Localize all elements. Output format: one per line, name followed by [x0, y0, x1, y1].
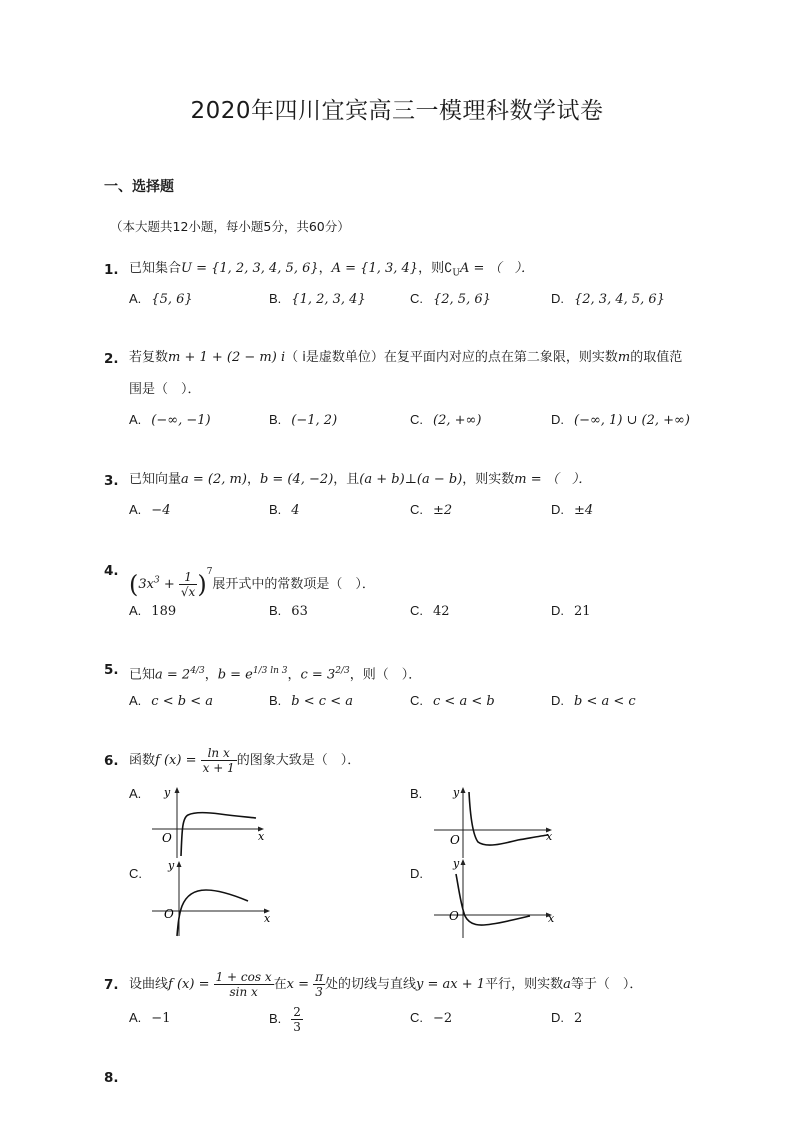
option-b[interactable]: B. $\frac{2}{3}$ — [269, 1005, 301, 1034]
question-number: 2. — [104, 351, 119, 367]
option-d[interactable]: D. b < a < c — [551, 693, 636, 709]
svg-text:O: O — [162, 831, 172, 845]
option-c[interactable]: C. — [129, 866, 142, 881]
option-b[interactable]: B. 63 — [269, 603, 308, 619]
graph-option-a — [150, 782, 270, 860]
svg-text:O: O — [450, 833, 460, 847]
option-b[interactable]: B. {1, 2, 3, 4} — [269, 291, 366, 307]
option-c[interactable]: C. 42 — [410, 603, 450, 619]
option-d[interactable]: D. (−∞, 1) ∪ (2, +∞) — [551, 412, 690, 428]
question-number: 3. — [104, 473, 119, 489]
option-c[interactable]: C. −2 — [410, 1010, 453, 1026]
question-number: 6. — [104, 753, 119, 769]
option-d[interactable]: D. 2 — [551, 1010, 583, 1026]
svg-text:y: y — [453, 857, 460, 870]
graph-option-d — [432, 856, 560, 938]
option-d[interactable]: D. 21 — [551, 603, 591, 619]
question-stem: 函数f (x) = $\frac{\text{ln x}}{x + 1}$ 的图象大致是（ ）． — [129, 746, 361, 775]
question-number: 8. — [104, 1070, 119, 1086]
question-stem: 已知向量a = (2, m)，b = (4, −2)，且(a + b)⊥(a − b)，则实数m = （ ）． — [129, 472, 592, 487]
question-stem: 已知$a = 2^{4/3}$，$b = e^{1/3 ln 3}$，$c = 3^{2/3}$，则（ ）． — [129, 666, 422, 683]
question-number: 4. — [104, 563, 119, 579]
option-b[interactable]: B. — [410, 786, 423, 801]
option-a[interactable]: A. {5, 6} — [129, 291, 193, 307]
svg-text:y: y — [168, 859, 175, 872]
svg-text:x: x — [258, 830, 265, 843]
graph-option-c — [150, 856, 278, 938]
option-a[interactable]: A. −1 — [129, 1010, 171, 1026]
section-note: （本大题共12小题，每小题5分，共60分） — [110, 219, 350, 234]
option-b[interactable]: B. 4 — [269, 502, 300, 518]
svg-text:y: y — [164, 786, 171, 799]
option-a[interactable]: A. — [129, 786, 142, 801]
graph-option-b — [432, 782, 560, 860]
svg-text:x: x — [548, 912, 555, 925]
question-stem: 设曲线f (x) = $\frac{\text{1 + cos x}}{\text{sin x}}$ 在x = $\frac{\pi}{3}$ 处的切线与直线y = ax + 1平行，则实数a等于（ ）． — [129, 970, 643, 999]
option-a[interactable]: A. (−∞, −1) — [129, 412, 211, 428]
option-a[interactable]: A. 189 — [129, 603, 177, 619]
question-stem-continued: 围是（ ）． — [129, 382, 201, 397]
svg-text:x: x — [546, 830, 553, 843]
question-stem: 若复数m + 1 + (2 − m) i（ i是虚数单位）在复平面内对应的点在第二象限，则实数m的取值范 — [129, 350, 683, 365]
page-title: 2020年四川宜宾高三一模理科数学试卷 — [190, 98, 604, 124]
option-a[interactable]: A. c < b < a — [129, 693, 213, 709]
question-number: 7. — [104, 977, 119, 993]
option-c[interactable]: C. (2, +∞) — [410, 412, 482, 428]
svg-text:x: x — [264, 912, 271, 925]
svg-text:O: O — [449, 909, 459, 923]
question-number: 5. — [104, 662, 119, 678]
option-d[interactable]: D. — [410, 866, 423, 881]
option-c[interactable]: C. c < a < b — [410, 693, 495, 709]
svg-text:O: O — [164, 907, 174, 921]
section-heading: 一、选择题 — [104, 179, 174, 195]
question-stem: ($3x^3$ + $\frac{1}{√x}$ )$^7$展开式中的常数项是（ ）． — [129, 567, 375, 599]
option-b[interactable]: B. (−1, 2) — [269, 412, 338, 428]
option-c[interactable]: C. ±2 — [410, 502, 453, 518]
svg-text:y: y — [453, 786, 460, 799]
option-d[interactable]: D. ±4 — [551, 502, 594, 518]
option-a[interactable]: A. −4 — [129, 502, 171, 518]
question-stem: 已知集合U = {1, 2, 3, 4, 5, 6}，A = {1, 3, 4}，则$∁_UA$ = （ ）． — [129, 261, 535, 279]
option-c[interactable]: C. {2, 5, 6} — [410, 291, 491, 307]
question-number: 1. — [104, 262, 119, 278]
option-d[interactable]: D. {2, 3, 4, 5, 6} — [551, 291, 665, 307]
option-b[interactable]: B. b < c < a — [269, 693, 353, 709]
